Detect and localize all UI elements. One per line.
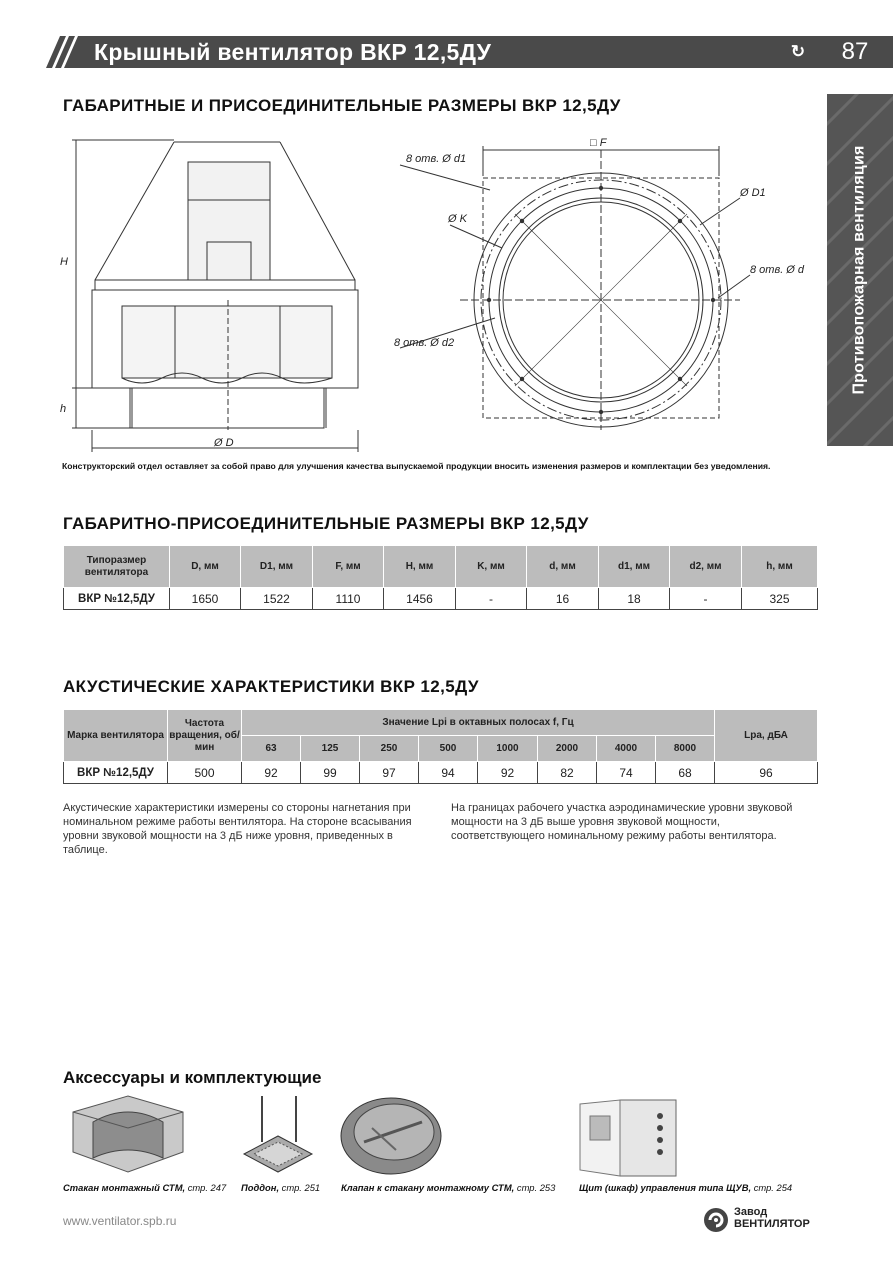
- table-cell: 16: [527, 588, 599, 610]
- side-tab-label: Противопожарная вентиляция: [851, 145, 869, 395]
- acoustics-table: [63, 709, 818, 784]
- dimensions-table: [63, 545, 818, 610]
- col-header: h, мм: [742, 546, 818, 588]
- banner-stripes: [46, 36, 90, 68]
- mounting-base-image: [63, 1092, 193, 1178]
- page-title: Крышный вентилятор ВКР 12,5ДУ: [94, 39, 492, 65]
- section-title-acoustics: АКУСТИЧЕСКИЕ ХАРАКТЕРИСТИКИ ВКР 12,5ДУ: [63, 677, 479, 696]
- table-row: [64, 588, 818, 610]
- col-header: F, мм: [313, 546, 384, 588]
- company-logo-text: [734, 1206, 810, 1230]
- label-H: H: [60, 256, 68, 268]
- col-header: D, мм: [170, 546, 241, 588]
- table-cell: 92: [242, 762, 301, 784]
- freq-header: 63: [242, 736, 301, 762]
- caption-tray[interactable]: Поддон, стр. 251: [241, 1182, 321, 1193]
- table-row: [64, 762, 818, 784]
- dimensions-drawing: [50, 130, 820, 460]
- col-header: Частота вращения, об/мин: [168, 710, 242, 762]
- accessories-title: Аксессуары и комплектующие: [63, 1068, 322, 1087]
- caption-control-cabinet[interactable]: Щит (шкаф) управления типа ЩУВ, стр. 254: [579, 1182, 793, 1193]
- logo-swirl-icon: ↻: [790, 42, 806, 61]
- control-cabinet-image: [576, 1096, 680, 1178]
- table-cell: 18: [599, 588, 670, 610]
- col-header: Типоразмер вентилятора: [64, 546, 170, 588]
- freq-header: 1000: [478, 736, 538, 762]
- col-header: H, мм: [384, 546, 456, 588]
- company-logo-icon: [702, 1205, 730, 1235]
- table-cell: 1522: [241, 588, 313, 610]
- table-cell: 325: [742, 588, 818, 610]
- table-cell: 99: [301, 762, 360, 784]
- table-cell: -: [670, 588, 742, 610]
- table-cell: 1650: [170, 588, 241, 610]
- table-cell: 82: [538, 762, 597, 784]
- website-link[interactable]: www.ventilator.spb.ru: [63, 1214, 177, 1228]
- logo-line-2: ВЕНТИЛЯТОР: [734, 1218, 810, 1230]
- col-header: Lpa, дБА: [715, 710, 818, 762]
- damper-valve-image: [336, 1090, 446, 1178]
- freq-header: 2000: [538, 736, 597, 762]
- label-F: □ F: [590, 137, 607, 149]
- freq-header: 8000: [656, 736, 715, 762]
- table-cell: 1110: [313, 588, 384, 610]
- label-D: Ø D: [214, 437, 234, 449]
- table-cell: ВКР №12,5ДУ: [64, 588, 170, 610]
- label-K: Ø K: [448, 213, 467, 225]
- col-header: D1, мм: [241, 546, 313, 588]
- acoustics-note-left: Акустические характеристики измерены со стороны нагнетания при номинальном режиме работы вентилятора. На стороне всасывания уровни звуковой мощности на 3 дБ ниже уровня, приведенных в таблице.: [63, 802, 412, 856]
- table-cell: 1456: [384, 588, 456, 610]
- label-h: h: [60, 403, 67, 415]
- acoustics-note-right: На границах рабочего участка аэродинамические уровни звуковой мощности на 3 дБ выше уровня звуковой мощности, соответствующего номинальному режиму работы вентилятора.: [451, 802, 793, 842]
- table-cell: 97: [360, 762, 419, 784]
- caption-mounting-base[interactable]: Стакан монтажный СТМ, стр. 247: [63, 1182, 227, 1193]
- tray-image: [240, 1092, 316, 1178]
- col-header: K, мм: [456, 546, 527, 588]
- section-title-connection-dims: ГАБАРИТНО-ПРИСОЕДИНИТЕЛЬНЫЕ РАЗМЕРЫ ВКР 12,5ДУ: [63, 514, 589, 533]
- logo-line-1: Завод: [734, 1206, 768, 1218]
- freq-header: 250: [360, 736, 419, 762]
- table-cell: 94: [419, 762, 478, 784]
- table-cell: 68: [656, 762, 715, 784]
- col-header: d1, мм: [599, 546, 670, 588]
- table-cell: 74: [597, 762, 656, 784]
- table-cell: 500: [168, 762, 242, 784]
- table-cell: -: [456, 588, 527, 610]
- freq-header: 4000: [597, 736, 656, 762]
- table-cell: ВКР №12,5ДУ: [64, 762, 168, 784]
- col-header-group: Значение Lpi в октавных полосах f, Гц: [242, 710, 715, 736]
- label-D1: Ø D1: [740, 187, 766, 199]
- label-d1: 8 отв. Ø d1: [406, 153, 467, 165]
- label-d: 8 отв. Ø d: [750, 264, 805, 276]
- page-number: 87: [841, 38, 869, 65]
- table-cell: 96: [715, 762, 818, 784]
- table-cell: 92: [478, 762, 538, 784]
- col-header: d, мм: [527, 546, 599, 588]
- disclaimer-note: Конструкторский отдел оставляет за собой право для улучшения качества выпускаемой продукции вносить изменения размеров и комплектации без уведомления.: [62, 461, 771, 471]
- freq-header: 500: [419, 736, 478, 762]
- col-header: Марка вентилятора: [64, 710, 168, 762]
- section-title-dimensions: ГАБАРИТНЫЕ И ПРИСОЕДИНИТЕЛЬНЫЕ РАЗМЕРЫ ВКР 12,5ДУ: [63, 96, 621, 115]
- freq-header: 125: [301, 736, 360, 762]
- col-header: d2, мм: [670, 546, 742, 588]
- caption-damper-valve[interactable]: Клапан к стакану монтажному СТМ, стр. 253: [341, 1182, 556, 1193]
- label-d2: 8 отв. Ø d2: [394, 337, 455, 349]
